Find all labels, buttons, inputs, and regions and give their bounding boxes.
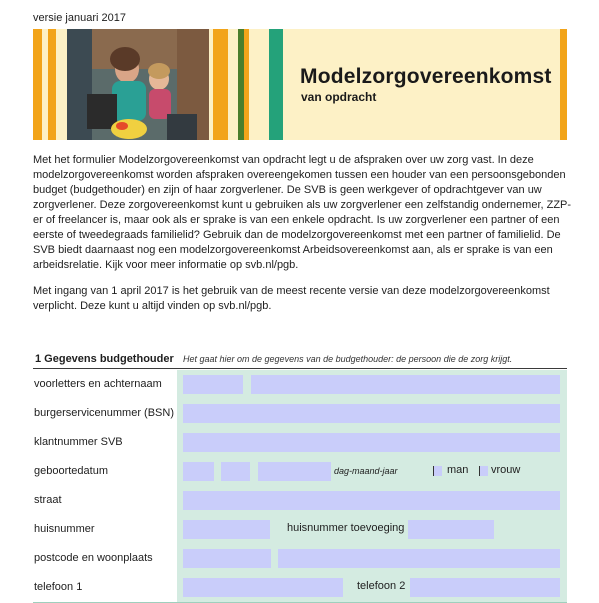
document-title: Modelzorgovereenkomst bbox=[300, 65, 552, 88]
birth-day-input[interactable] bbox=[183, 462, 214, 481]
label-telefoon1: telefoon 1 bbox=[33, 573, 177, 602]
section-1-header bbox=[33, 351, 567, 369]
section-1-note: Het gaat hier om de gegevens van de budgethouder: de persoon die de zorg krijgt. bbox=[183, 354, 513, 364]
banner-stripe-orange-right bbox=[560, 29, 567, 140]
label-klantnummer: klantnummer SVB bbox=[33, 428, 177, 457]
vrouw-label: vrouw bbox=[491, 464, 521, 476]
surname-input[interactable] bbox=[251, 375, 560, 394]
row-huisnummer bbox=[33, 515, 567, 545]
label-straat: straat bbox=[33, 486, 177, 515]
bsn-input[interactable] bbox=[183, 404, 560, 423]
row-geboortedatum bbox=[33, 457, 567, 487]
row-klantnummer bbox=[33, 428, 567, 458]
birth-month-input[interactable] bbox=[221, 462, 250, 481]
row-telefoon bbox=[33, 573, 567, 603]
label-name: voorletters en achternaam bbox=[33, 370, 177, 399]
intro-text bbox=[33, 153, 573, 273]
document-subtitle: van opdracht bbox=[301, 90, 377, 104]
banner-stripe-green bbox=[269, 29, 283, 140]
banner-stripe-orange bbox=[244, 29, 249, 140]
label-bsn: burgerservicenummer (BSN) bbox=[33, 399, 177, 428]
man-label: man bbox=[447, 464, 469, 476]
woonplaats-input[interactable] bbox=[278, 549, 560, 568]
row-name bbox=[33, 370, 567, 400]
section-1-title: 1 Gegevens budgethouder bbox=[35, 353, 174, 365]
toevoeging-input[interactable] bbox=[408, 520, 494, 539]
vrouw-checkbox[interactable] bbox=[479, 466, 488, 476]
banner-stripe-orange-left bbox=[33, 29, 42, 140]
klantnummer-input[interactable] bbox=[183, 433, 560, 452]
huisnummer-input[interactable] bbox=[183, 520, 270, 539]
telefoon1-input[interactable] bbox=[183, 578, 343, 597]
banner-photo bbox=[67, 29, 209, 140]
label-huisnummer-toevoeging: huisnummer toevoeging bbox=[287, 522, 405, 534]
notice-text: Met ingang van 1 april 2017 is het gebruik van de meest recente versie van deze modelzorgovereenkomst verplicht. Deze kunt u altijd vinden op svb.nl/pgb. bbox=[33, 285, 550, 312]
postcode-input[interactable] bbox=[183, 549, 271, 568]
straat-input[interactable] bbox=[183, 491, 560, 510]
label-telefoon2: telefoon 2 bbox=[357, 580, 406, 592]
telefoon2-input[interactable] bbox=[410, 578, 560, 597]
label-huisnummer: huisnummer bbox=[33, 515, 177, 544]
man-checkbox[interactable] bbox=[433, 466, 442, 476]
label-postcode: postcode en woonplaats bbox=[33, 544, 177, 573]
initials-input[interactable] bbox=[183, 375, 243, 394]
label-geboortedatum: geboortedatum bbox=[33, 457, 177, 486]
row-postcode bbox=[33, 544, 567, 574]
intro-paragraph: Met het formulier Modelzorgovereenkomst van opdracht legt u de afspraken over uw zorg vast. In deze modelzorgovereenkomst worden afspraken overeengekomen tussen een houder van een persoonsgebonden budget (budgethouder) en zijn of haar zorgverlener. De SVB is geen werkgever of opdrachtgever van uw zorgverlener. Deze zorgovereenkomst kunt u gebruiken als uw zorgverlener een zelfstandig ondernemer, ZZP-er of freelancer is, maar ook als er sprake is van een enkele opdracht. Is uw zorgverlener een partner of een eerste of tweedegraads familielid? Gebruik dan de modelzorgovereenkomst met een partner of familielid. De SVB biedt daarnaast nog een modelzorgovereenkomst Arbeidsovereenkomst aan, als er sprake is van een arbeidsrelatie. Kijk voor meer informatie op svb.nl/pgb. bbox=[33, 154, 572, 271]
row-straat bbox=[33, 486, 567, 516]
birth-year-input[interactable] bbox=[258, 462, 331, 481]
banner-stripe-orange-mid bbox=[213, 29, 228, 140]
banner-stripe-orange-left2 bbox=[48, 29, 56, 140]
date-format-hint: dag-maand-jaar bbox=[334, 466, 398, 476]
row-bsn bbox=[33, 399, 567, 429]
version-label: versie januari 2017 bbox=[33, 12, 126, 24]
